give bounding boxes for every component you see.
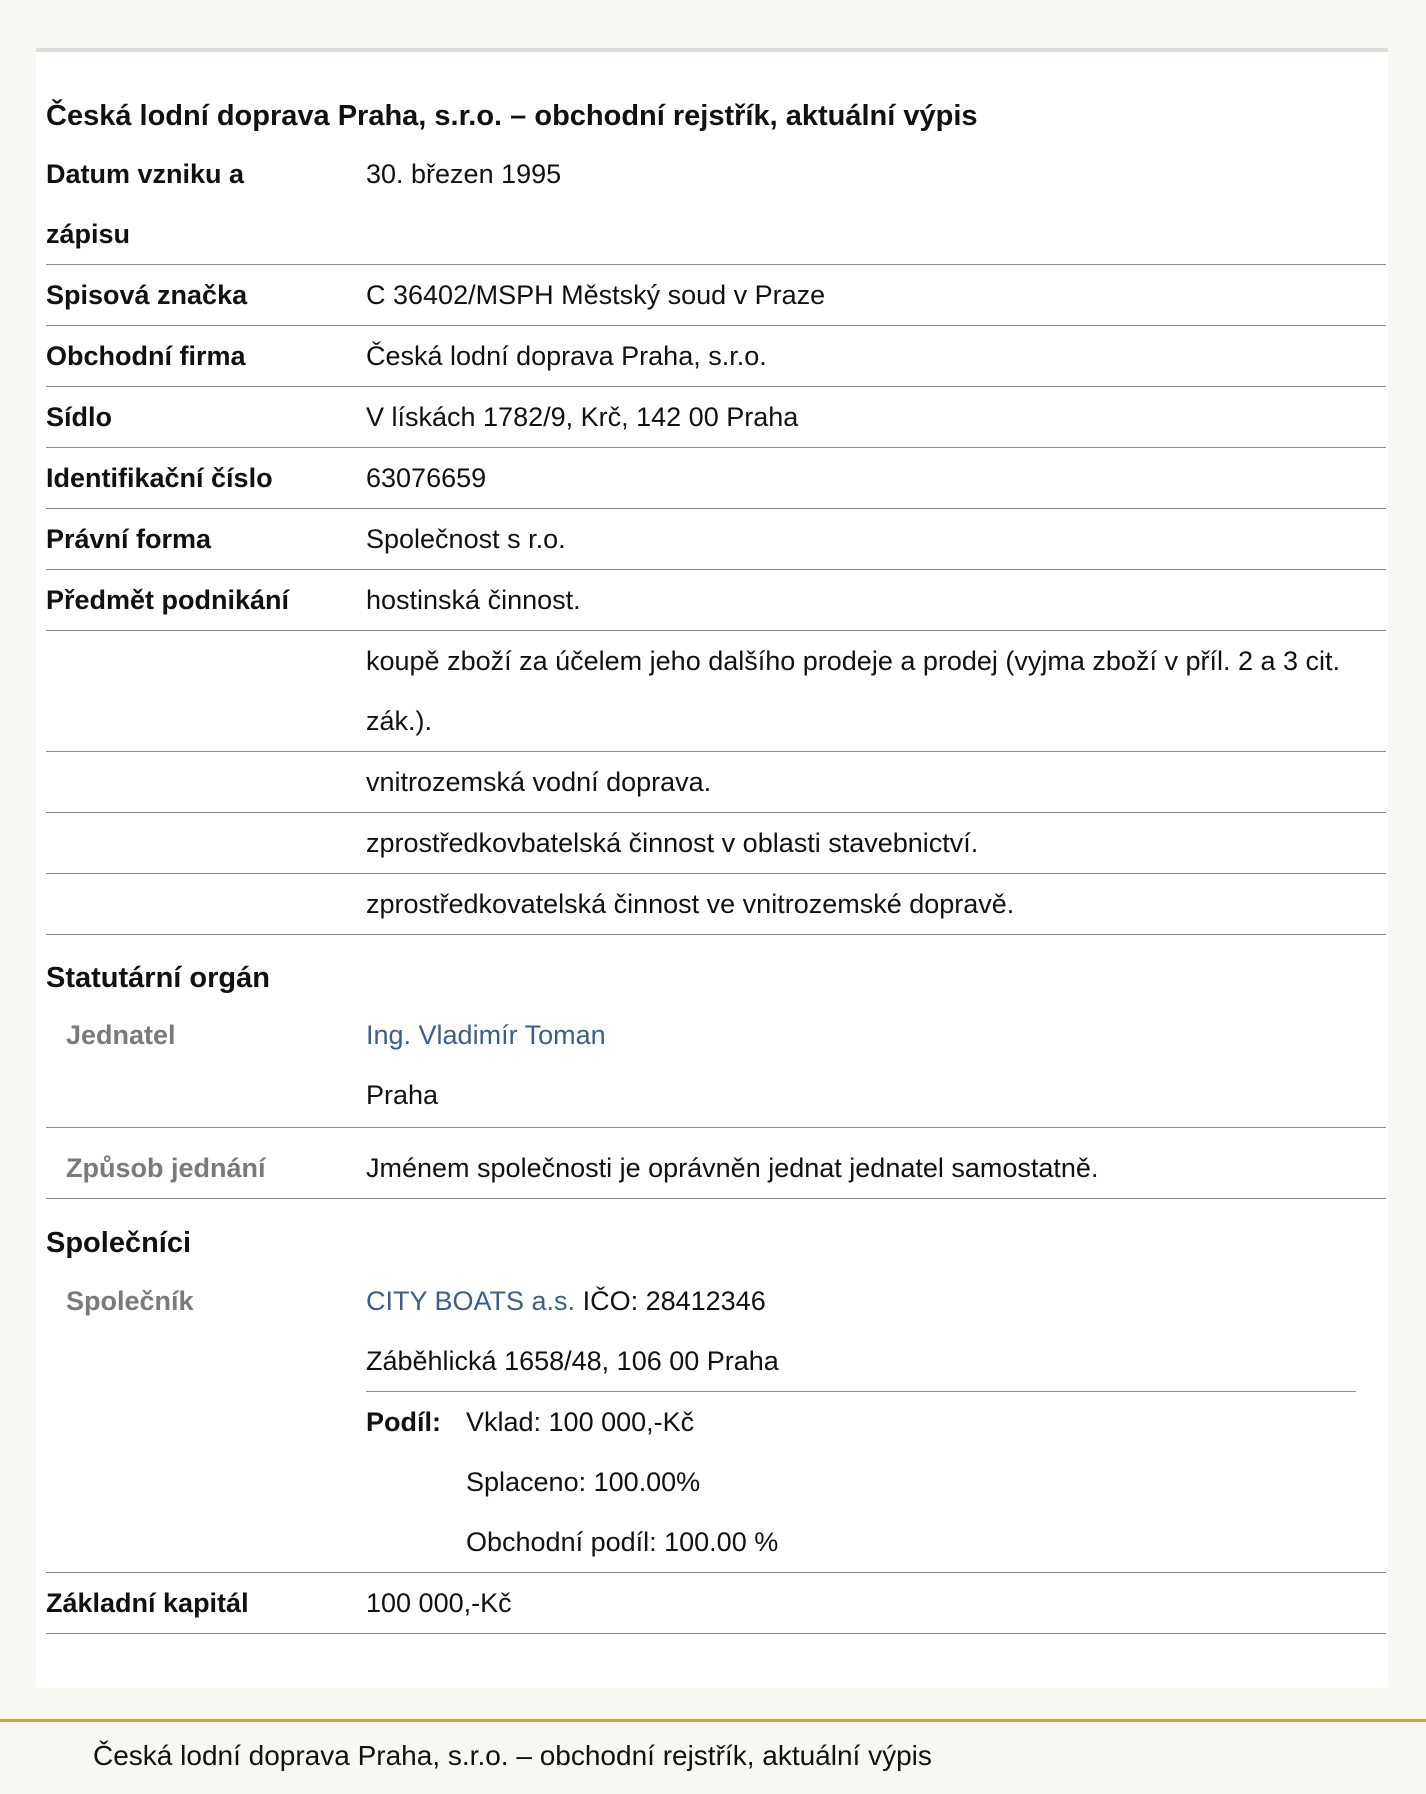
obchodni-podil-value: Obchodní podíl: 100.00 % [466, 1527, 779, 1557]
spis-value: C 36402/MSPH Městský soud v Praze [366, 280, 826, 310]
row-predmet-3 [46, 752, 1386, 813]
row-jednatel [46, 1005, 1386, 1128]
predmet-item: hostinská činnost. [366, 585, 581, 615]
spolecnik-line [366, 1271, 1386, 1331]
row-predmet-4 [46, 813, 1386, 874]
zpusob-value: Jménem společnosti je oprávněn jednat jednatel samostatně. [366, 1153, 1099, 1183]
row-obchodni-firma [46, 326, 1386, 387]
sidlo-label: Sídlo [46, 402, 112, 432]
predmet-item: zprostředkovatelská činnost ve vnitrozemské dopravě. [366, 889, 1015, 919]
predmet-item: zprostředkovbatelská činnost v oblasti stavebnictví. [366, 828, 979, 858]
row-predmet-2 [46, 631, 1386, 752]
ic-value: 63076659 [366, 463, 487, 493]
jednatel-city: Praha [366, 1080, 439, 1110]
jednatel-label: Jednatel [66, 1020, 176, 1050]
podil-label: Podíl: [366, 1407, 441, 1437]
row-datum-vzniku [46, 144, 1386, 265]
jednatel-name-link[interactable]: Ing. Vladimír Toman [366, 1020, 606, 1050]
empty-label [46, 752, 366, 812]
predmet-item: koupě zboží za účelem jeho dalšího prodeje a prodej (vyjma zboží v příl. 2 a 3 cit. zák.). [366, 646, 1341, 736]
sidlo-value: V lískách 1782/9, Krč, 142 00 Praha [366, 402, 799, 432]
kapital-label: Základní kapitál [46, 1588, 249, 1618]
firma-label: Obchodní firma [46, 341, 246, 371]
forma-value: Společnost s r.o. [366, 524, 566, 554]
footer-title: Česká lodní doprava Praha, s.r.o. – obchodní rejstřík, aktuální výpis [93, 1740, 932, 1771]
row-predmet-1 [46, 570, 1386, 631]
predmet-item: vnitrozemská vodní doprava. [366, 767, 712, 797]
footer-bar [0, 1719, 1426, 1794]
firma-value: Česká lodní doprava Praha, s.r.o. [366, 341, 767, 371]
row-predmet-5 [46, 874, 1386, 935]
row-spisova-znacka [46, 265, 1386, 326]
page-title: Česká lodní doprava Praha, s.r.o. – obchodní rejstřík, aktuální výpis [46, 100, 978, 132]
datum-value: 30. březen 1995 [366, 159, 562, 189]
spis-label: Spisová značka [46, 280, 248, 310]
podil-block [366, 1392, 1386, 1572]
ic-label: Identifikační číslo [46, 463, 273, 493]
spolecnik-label: Společník [66, 1286, 194, 1316]
spolecnik-name-link[interactable]: CITY BOATS a.s. [366, 1286, 576, 1316]
empty-label [46, 631, 366, 751]
row-zpusob-jednani [46, 1128, 1386, 1199]
row-spolecnik [46, 1271, 1386, 1573]
row-pravni-forma [46, 509, 1386, 570]
registry-extract-card [36, 48, 1388, 1688]
zpusob-label: Způsob jednání [66, 1153, 266, 1183]
predmet-label: Předmět podnikání [46, 585, 290, 615]
spolecnik-address: Záběhlická 1658/48, 106 00 Praha [366, 1331, 1356, 1392]
spolecnik-ico: IČO: 28412346 [582, 1286, 766, 1316]
vklad-value: Vklad: 100 000,-Kč [466, 1407, 695, 1437]
empty-label [46, 813, 366, 873]
statutarni-heading: Statutární orgán [46, 962, 270, 994]
spolecnici-heading: Společníci [46, 1227, 192, 1259]
forma-label: Právní forma [46, 524, 212, 554]
row-identifikacni-cislo [46, 448, 1386, 509]
datum-label: Datum vzniku a zápisu [46, 159, 245, 249]
row-sidlo [46, 387, 1386, 448]
row-zakladni-kapital [46, 1573, 1386, 1634]
empty-label [46, 874, 366, 934]
kapital-value: 100 000,-Kč [366, 1588, 512, 1618]
splaceno-value: Splaceno: 100.00% [466, 1467, 701, 1497]
